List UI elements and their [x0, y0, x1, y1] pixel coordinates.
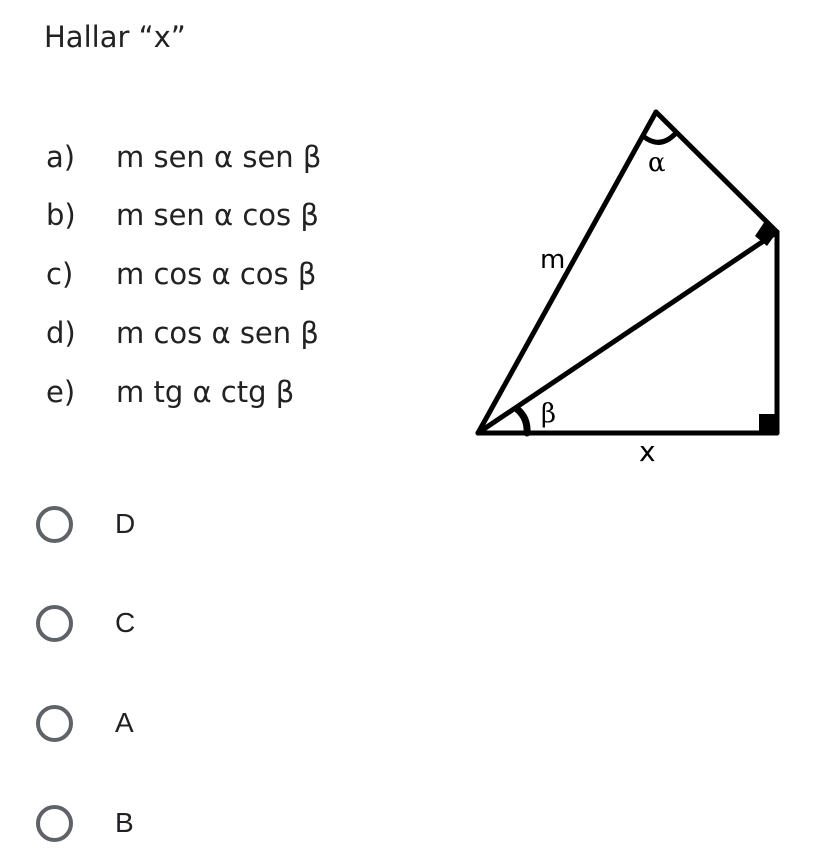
radio-button[interactable] [36, 605, 73, 642]
beta-arc [517, 409, 527, 433]
option-text: m sen α sen β [116, 140, 322, 174]
label-x: x [639, 435, 656, 468]
segment-diagonal [478, 232, 777, 433]
answer-option-c[interactable] [36, 598, 336, 648]
answer-label: B [115, 807, 134, 838]
option-text: m cos α cos β [116, 257, 317, 291]
option-text: m cos α sen β [116, 316, 319, 350]
option-letter: a) [46, 140, 76, 174]
answer-option-d[interactable] [36, 499, 336, 549]
option-letter: b) [46, 198, 76, 232]
radio-button[interactable] [36, 705, 73, 742]
answer-option-a[interactable] [36, 698, 336, 748]
answer-label: D [115, 508, 136, 539]
right-angle-mark-lower [759, 414, 777, 433]
segment-m [478, 112, 656, 433]
question-title: Hallar “x” [44, 20, 186, 54]
option-letter: d) [46, 316, 76, 350]
label-alpha: α [648, 148, 666, 178]
option-letter: e) [46, 375, 76, 409]
answer-label: C [115, 607, 136, 638]
radio-button[interactable] [36, 506, 73, 543]
radio-button[interactable] [36, 805, 73, 842]
alpha-arc [643, 133, 676, 142]
answer-label: A [115, 707, 134, 738]
option-text: m sen α cos β [116, 198, 319, 232]
option-text: m tg α ctg β [116, 375, 295, 409]
option-letter: c) [46, 257, 74, 291]
answer-option-b[interactable] [36, 798, 336, 848]
label-m: m [540, 245, 566, 275]
segment-top-right [656, 112, 777, 232]
label-beta: β [541, 399, 557, 429]
